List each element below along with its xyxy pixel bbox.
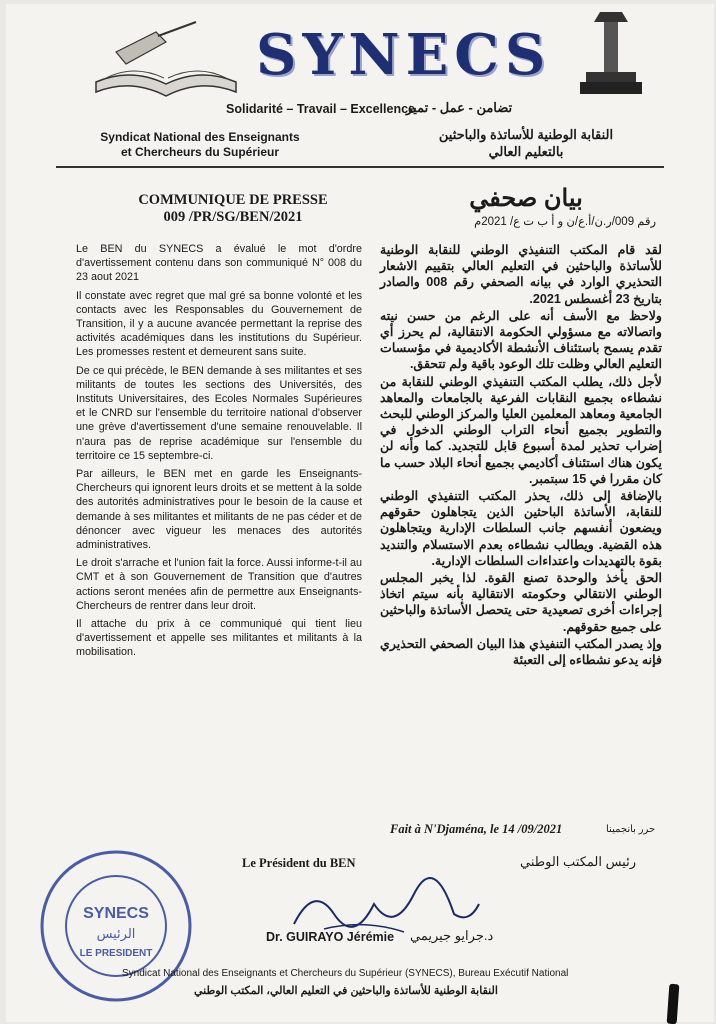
open-book-icon (86, 12, 246, 108)
org-fr-line2: et Chercheurs du Supérieur (120, 145, 280, 159)
logo-text: SYNECS (256, 22, 552, 88)
stamp-arabic-text: الرئيس (96, 927, 136, 942)
paragraph-fr-5: Le droit s'arrache et l'union fait la force. Aussi informe-t-il au CMT et à son Gouvernement de Transition que d'autres actions seront menées afin de permettre aux Enseignants-Chercheurs de rentrer dans leur droit. (76, 557, 362, 612)
president-title-arabic: رئيس المكتب الوطني (520, 854, 636, 869)
paragraph-ar-5: الحق يأخذ والوحدة تصنع القوة. لذا يخبر المجلس الوطني الانتقالي وحكومته الانتقالية بأنه سيتم اتخاذ إجراءات أخرى تصعيدية حتى يتحصل الأساتذة والباحثين على جميع حقوقهم. (380, 571, 662, 634)
ink-mark (667, 984, 680, 1024)
place-date-arabic: حرر بانجمينا (606, 824, 656, 835)
place-date-french: Fait à N'Djaména, le 14 /09/2021 (390, 822, 563, 836)
paragraph-ar-6: وإذ يصدر المكتب التنفيذي هذا البيان الصحفي التحذيري فإنه يدعو نشطاءه إلى التعبئة (380, 636, 662, 668)
paragraph-ar-4: بالإضافة إلى ذلك، يحذر المكتب التنفيذي الوطني للنقابة، الأساتذة الباحثين الذين يتجاهلون حقوقهم ويضعون أنفسهم جانب السلطات الإدارية ويتجاهلون هذه القضية. ويطالب نشطاءه بعدم الاستسلام والتنديد بقوة بالتهديدات واعتداءات السلطات الإدارية. (380, 489, 662, 568)
document-page (6, 4, 714, 1022)
org-fr-line1: Syndicat National des Enseignants (100, 130, 300, 144)
footer-french: Syndicat National des Enseignants et Chercheurs du Supérieur (SYNECS), Bureau Exécutif National (122, 968, 569, 979)
stamp-logo-text: SYNECS (83, 905, 149, 922)
reference-arabic: رقم 009/ر.ن/أ.ع/ن و أ ب ت ع/ 2021م (474, 216, 656, 228)
paragraph-fr-6: Il attache du prix à ce communiqué qui tient lieu d'avertissement et appelle ses militantes et militants à la mobilisation. (76, 618, 362, 659)
president-name-french: Dr. GUIRAYO Jérémie (266, 930, 395, 944)
paragraph-ar-1: لقد قام المكتب التنفيذي الوطني للنقابة الوطنية للأساتذة والباحثين في التعليم العالي بتقييم الاشعار التحذيري الوارد في بيانه الصحفي رقم 008 والصادر بتاريخ 23 أغسطس 2021. (380, 243, 662, 306)
body-french-column (76, 242, 362, 664)
body-arabic-column (380, 242, 662, 669)
paragraph-fr-4: Par ailleurs, le BEN met en garde les Enseignants-Chercheurs qui ignorent leurs droits et se mettent à la solde des autorités administratives pour le besoin de la cause et demande à ses militantes et militants de ne pas céder et de dénoncer avec vigueur les menaces des autorités administratives. (76, 468, 362, 552)
motto-french: Solidarité – Travail – Excellence (226, 102, 415, 116)
title-arabic: بيان صحفي (469, 185, 583, 212)
president-name-arabic: د.جرايو جيريمي (410, 928, 494, 943)
paragraph-ar-3: لأجل ذلك، يطلب المكتب التنفيذي الوطني للنقابة من نشطاءه بجميع النقابات الفرعية بالجامعات والمعاهد الجامعية ومعاهد المعلمين العليا والمركز الوطني للبحث والتطوير بجميع أنحاء التراب الوطني الدخول في إضراب تحذير لمدة أسبوع قابل للتجديد. كما وأنه لن يكون هناك استئناف أكاديمي بجميع أنحاء البلاد حسب ما كان مقررا في 15 سبتمبر. (380, 374, 662, 486)
official-stamp (36, 846, 196, 1006)
motto-arabic: تضامن - عمل - تميز (406, 100, 513, 115)
organization-name-arabic (426, 126, 626, 160)
footer-arabic: النقابة الوطنية للأساتذة والباحثين في التعليم العالي، المكتب الوطني (194, 985, 498, 997)
paragraph-ar-2: ولاحظ مع الأسف أنه على الرغم من حسن نيته واتصالاته مع مسؤولي الحكومة الانتقالية، لم يحرز أي تقدم يسمح باستئناف الأنشطة الأكاديمية في مؤسسات التعليم العالي وظلت تلك الوعود باقية ولم تتحقق. (380, 308, 662, 372)
title-fr-line1: COMMUNIQUE DE PRESSE (138, 192, 328, 208)
president-title-french: Le Président du BEN (242, 856, 356, 870)
paragraph-fr-3: De ce qui précède, le BEN demande à ses militantes et ses militants de toutes les sections des Universités, des Instituts Universitaires, des Ecoles Normales Supérieures et le CNRD sur l'ensemble du territoire national d'observer une grève d'avertissement d'une semaine renouvelable. Il n'aura pas de reprise académique sur l'ensemble du territoire ce 15 septembre-ci. (76, 364, 362, 462)
letterhead-logo (86, 12, 646, 108)
title-fr-reference: 009 /PR/SG/BEN/2021 (163, 209, 303, 225)
organization-name-french (80, 130, 320, 160)
org-ar-line1: النقابة الوطنية للأساتذة والباحثين (438, 127, 614, 142)
paragraph-fr-1: Le BEN du SYNECS a évalué le mot d'ordre d'avertissement contenu dans son communiqué N° 008 du 23 aout 2021 (76, 243, 362, 284)
paragraph-fr-2: Il constate avec regret que mal gré sa bonne volonté et les contacts avec les Responsables du Gouvernement de Transition, il y a aucune avancée permettant la reprise des activités académiques dans les institutions du Supérieur. Les promesses restent et demeurent sans suite. (76, 289, 362, 359)
org-ar-line2: بالتعليم العالي (488, 144, 564, 159)
lamp-icon (576, 12, 646, 108)
stamp-french-text: LE PRESIDENT (79, 948, 153, 959)
header-divider (56, 166, 664, 168)
title-french (118, 192, 348, 226)
